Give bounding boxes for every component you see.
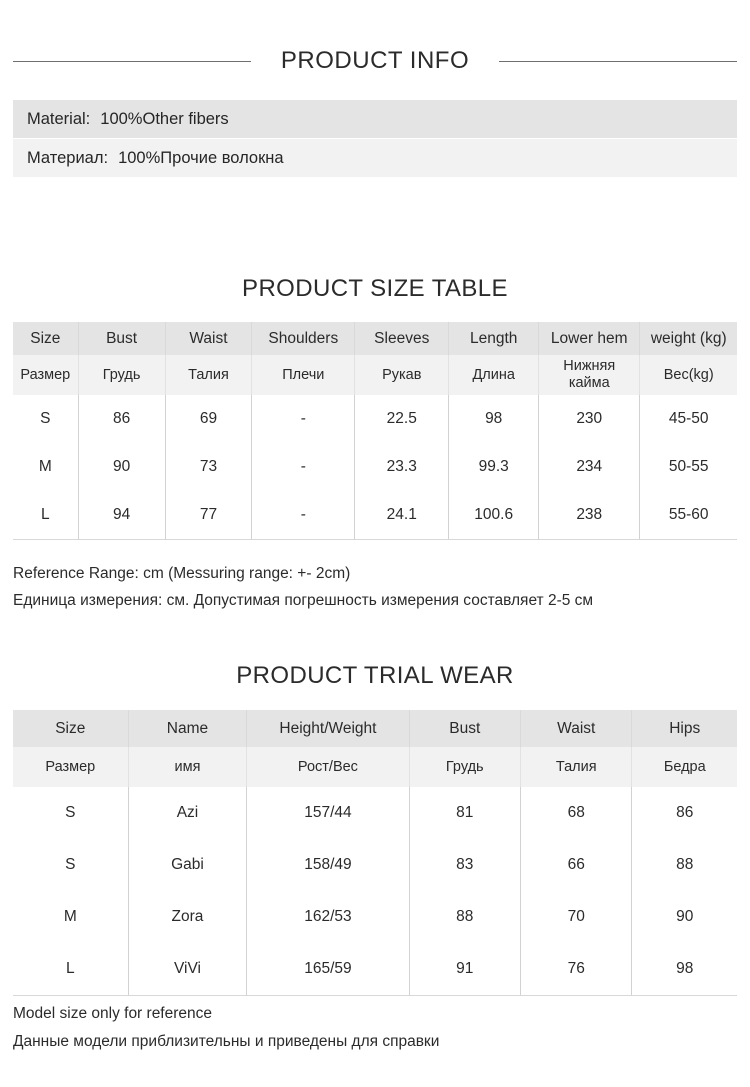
table-row [13,891,737,943]
size-cell-waist: 77 [165,491,252,540]
material-label-english: Material: [27,109,91,128]
trial-header-bust: Bust [409,710,520,747]
size-cell-lower-hem: 230 [539,395,640,443]
size-header-waist-ru: Талия [165,355,252,395]
size-cell-waist: 73 [165,443,252,491]
size-cell-size: S [13,395,78,443]
size-note-russian: Единица измерения: см. Допустимая погрешность измерения составляет 2-5 см [13,592,594,609]
trial-cell-bust: 83 [409,839,520,891]
trial-header-hips: Hips [632,710,737,747]
trial-cell-height-weight: 162/53 [247,891,409,943]
size-header-waist: Waist [165,322,252,355]
trial-table-header-russian [13,747,737,787]
trial-cell-bust: 91 [409,943,520,996]
trial-cell-hips: 86 [632,787,737,839]
size-header-size: Size [13,322,78,355]
size-header-length-ru: Длина [449,355,539,395]
size-header-lower-hem-ru: Нижняя кайма [539,355,640,395]
material-label-russian: Материал: [27,148,109,167]
trial-header-height-weight-ru: Рост/Вес [247,747,409,787]
trial-header-size: Size [13,710,128,747]
trial-cell-height-weight: 158/49 [247,839,409,891]
size-header-bust: Bust [78,322,165,355]
trial-header-waist: Waist [521,710,632,747]
size-cell-waist: 69 [165,395,252,443]
size-header-weight-ru: Вес(kg) [640,355,737,395]
size-cell-bust: 90 [78,443,165,491]
size-cell-weight: 55-60 [640,491,737,540]
size-table-header-english [13,322,737,355]
trial-header-size-ru: Размер [13,747,128,787]
product-info-title: PRODUCT INFO [280,47,470,74]
trial-wear-title: PRODUCT TRIAL WEAR [236,662,514,689]
table-row [13,491,737,540]
size-cell-bust: 86 [78,395,165,443]
size-cell-size: M [13,443,78,491]
size-cell-lower-hem: 238 [539,491,640,540]
size-table-header-russian [13,355,737,395]
trial-cell-size: M [13,891,128,943]
table-row [13,943,737,996]
trial-cell-name: Gabi [128,839,247,891]
size-header-shoulders-ru: Плечи [252,355,355,395]
table-row [13,839,737,891]
size-cell-length: 98 [449,395,539,443]
size-cell-length: 100.6 [449,491,539,540]
trial-cell-waist: 70 [521,891,632,943]
size-header-weight: weight (kg) [640,322,737,355]
trial-cell-hips: 88 [632,839,737,891]
material-value-russian: 100%Прочие волокна [118,148,284,167]
size-cell-sleeves: 24.1 [355,491,449,540]
size-cell-length: 99.3 [449,443,539,491]
trial-header-bust-ru: Грудь [409,747,520,787]
size-cell-sleeves: 22.5 [355,395,449,443]
trial-cell-waist: 76 [521,943,632,996]
size-header-bust-ru: Грудь [78,355,165,395]
trial-cell-height-weight: 157/44 [247,787,409,839]
size-header-length: Length [449,322,539,355]
size-cell-weight: 50-55 [640,443,737,491]
title-rule-right [499,61,737,62]
trial-cell-waist: 68 [521,787,632,839]
trial-cell-size: S [13,787,128,839]
trial-header-hips-ru: Бедра [632,747,737,787]
size-note-english: Reference Range: cm (Messuring range: +- 2cm) [13,565,351,582]
trial-note-english: Model size only for reference [13,1005,213,1022]
size-cell-bust: 94 [78,491,165,540]
trial-wear-table [13,710,737,996]
trial-cell-size: S [13,839,128,891]
size-cell-shoulders: - [252,443,355,491]
table-row [13,443,737,491]
size-cell-sleeves: 23.3 [355,443,449,491]
size-cell-shoulders: - [252,395,355,443]
trial-header-height-weight: Height/Weight [247,710,409,747]
size-header-lower-hem: Lower hem [539,322,640,355]
trial-cell-name: Zora [128,891,247,943]
trial-cell-name: ViVi [128,943,247,996]
material-row-english [13,100,737,138]
size-cell-weight: 45-50 [640,395,737,443]
size-header-sleeves: Sleeves [355,322,449,355]
size-cell-lower-hem: 234 [539,443,640,491]
trial-header-name-ru: имя [128,747,247,787]
product-info-title-row [13,40,737,82]
trial-cell-waist: 66 [521,839,632,891]
trial-cell-bust: 88 [409,891,520,943]
size-table [13,322,737,540]
trial-cell-name: Azi [128,787,247,839]
trial-cell-bust: 81 [409,787,520,839]
table-row [13,787,737,839]
size-cell-size: L [13,491,78,540]
size-header-sleeves-ru: Рукав [355,355,449,395]
table-row [13,395,737,443]
trial-cell-height-weight: 165/59 [247,943,409,996]
title-rule-left [13,61,251,62]
material-row-russian [13,139,737,177]
trial-table-header-english [13,710,737,747]
size-header-shoulders: Shoulders [252,322,355,355]
size-table-title: PRODUCT SIZE TABLE [242,275,508,302]
trial-cell-hips: 90 [632,891,737,943]
trial-header-waist-ru: Талия [521,747,632,787]
size-header-size-ru: Размер [13,355,78,395]
trial-note-russian: Данные модели приблизительны и приведены для справки [13,1033,440,1050]
trial-cell-size: L [13,943,128,996]
size-cell-shoulders: - [252,491,355,540]
trial-cell-hips: 98 [632,943,737,996]
material-value-english: 100%Other fibers [100,109,229,128]
trial-header-name: Name [128,710,247,747]
